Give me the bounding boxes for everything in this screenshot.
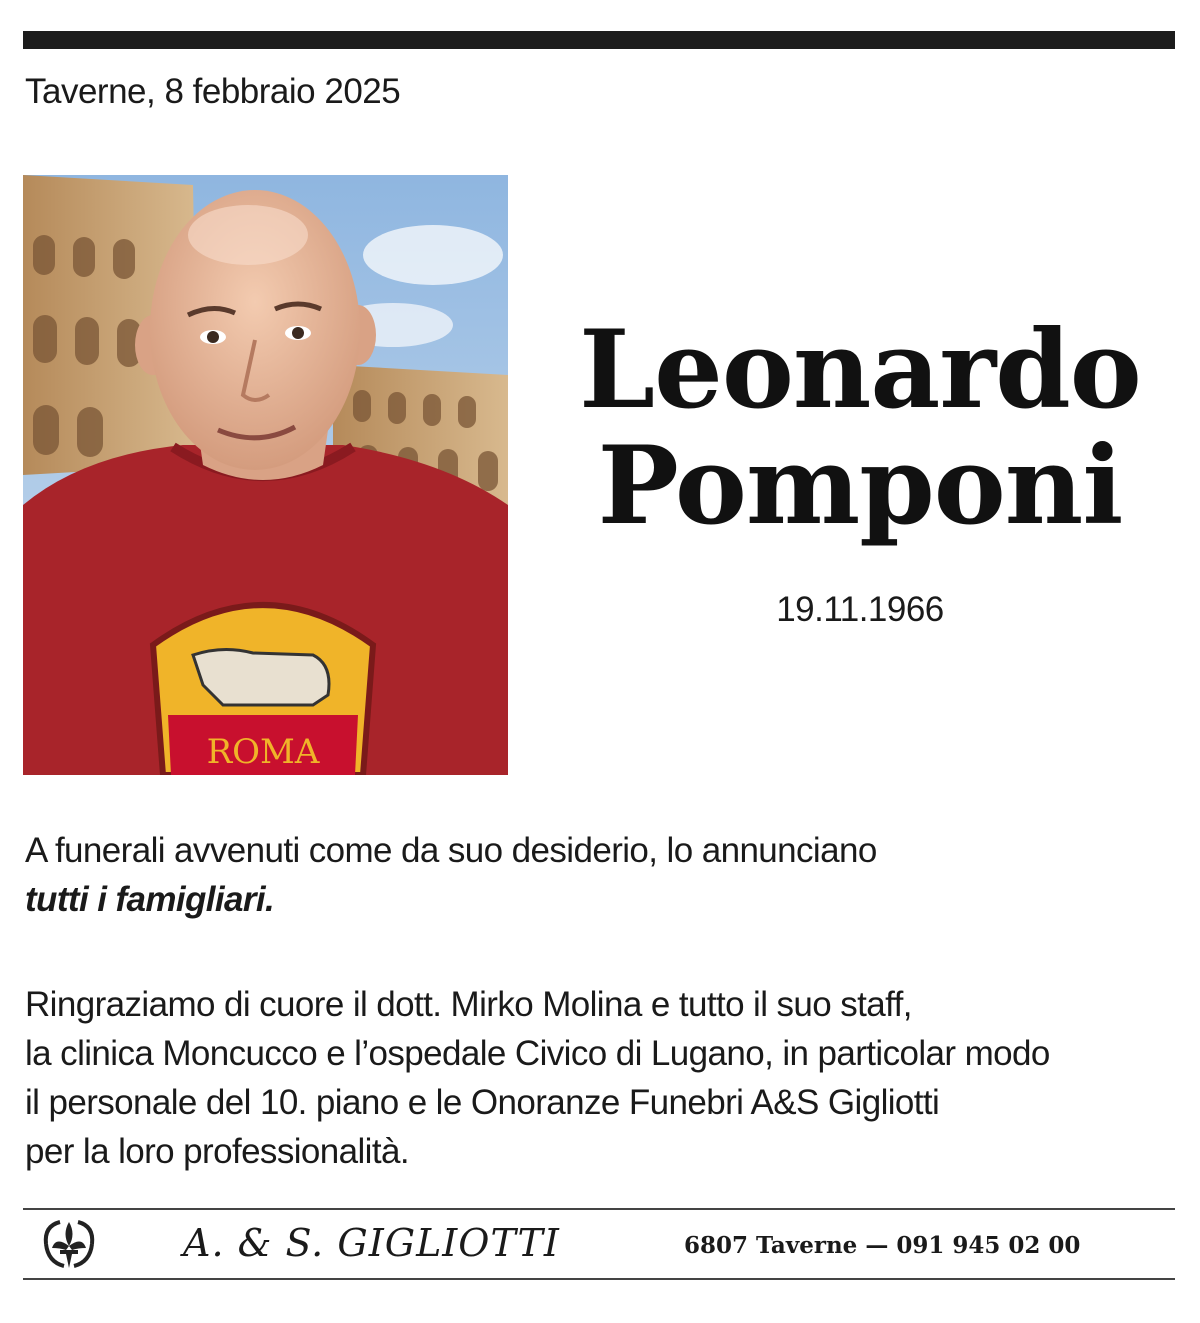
- announcement-signers: tutti i famigliari.: [25, 880, 275, 919]
- funeral-home-contact: 6807 Taverne — 091 945 02 00: [684, 1232, 1081, 1259]
- thanks-line: per la loro professionalità.: [25, 1132, 409, 1171]
- fleur-de-lis-icon: [38, 1214, 100, 1274]
- top-rule: [23, 31, 1175, 49]
- thanks-line: il personale del 10. piano e le Onoranze Funebri A&S Gigliotti: [25, 1083, 940, 1122]
- footer-top-rule: [23, 1208, 1175, 1210]
- footer-bottom-rule: [23, 1278, 1175, 1280]
- thanks-paragraph: [25, 980, 1175, 1176]
- thanks-line: Ringraziamo di cuore il dott. Mirko Molina e tutto il suo staff,: [25, 985, 912, 1024]
- portrait-photo: [23, 175, 508, 775]
- birth-date: 19.11.1966: [776, 590, 944, 629]
- deceased-first-name: Leonardo: [579, 307, 1141, 433]
- roma-badge: [153, 605, 373, 775]
- roma-badge-text: ROMA: [206, 732, 320, 772]
- announcement-paragraph: [25, 826, 1175, 924]
- place-date: Taverne, 8 febbraio 2025: [25, 72, 401, 111]
- funeral-home-name: A. & S. GIGLIOTTI: [183, 1221, 560, 1265]
- thanks-line: la clinica Moncucco e l’ospedale Civico di Lugano, in particolar modo: [25, 1034, 1050, 1073]
- deceased-last-name: Pomponi: [597, 423, 1123, 549]
- announcement-line: A funerali avvenuti come da suo desiderio, lo annunciano: [25, 831, 877, 870]
- portrait-illustration: [23, 175, 508, 775]
